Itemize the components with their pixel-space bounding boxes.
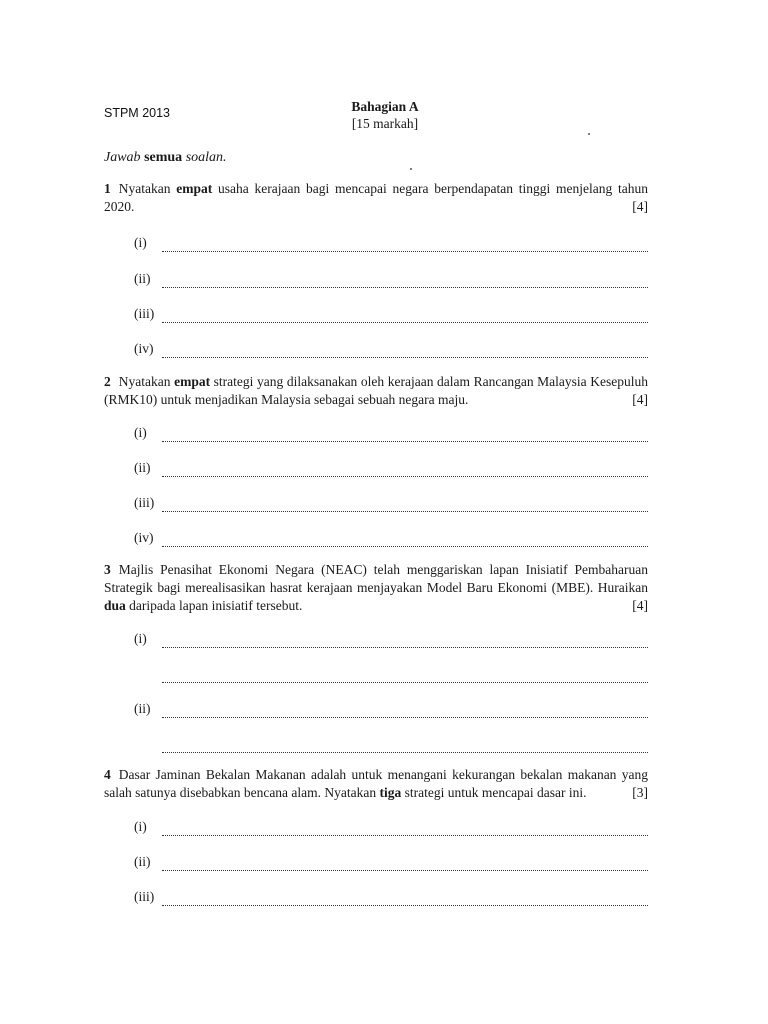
answer-label: (iii) [134,306,155,321]
question-number: 3 [104,562,111,577]
answer-line[interactable] [134,340,648,358]
section-heading [330,98,440,132]
answer-label: (ii) [134,701,151,716]
question-2 [104,373,648,409]
question-marks: [4] [632,199,648,214]
answer-dots [162,671,648,683]
answer-label: (i) [134,235,147,250]
answer-dots [162,859,648,871]
exam-code: STPM 2013 [104,106,171,120]
answer-line[interactable] [134,888,648,906]
answer-line[interactable] [134,529,648,547]
question-text-part: usaha kerajaan bagi mencapai negara berpendapatan tinggi menjelang tahun 2020. [104,181,648,214]
answer-line[interactable] [134,305,648,323]
answer-dots [162,430,648,442]
answer-dots [162,741,648,753]
answer-line-continuation[interactable] [160,665,648,683]
question-1 [104,180,648,216]
question-text-part: Majlis Penasihat Ekonomi Negara (NEAC) telah menggariskan lapan Inisiatif Pembaharuan Strategik bagi merealisasikan hasrat kerajaan menjayakan Model Baru Ekonomi (MBE). Huraikan [104,562,648,595]
answer-label: (i) [134,819,147,834]
answer-line[interactable] [134,459,648,477]
answer-line[interactable] [134,818,648,836]
answer-line[interactable] [134,424,648,442]
answer-label: (iii) [134,495,155,510]
question-text-emphasis: tiga [379,785,402,800]
scan-speck [410,168,412,170]
answer-line[interactable] [134,853,648,871]
answer-label: (ii) [134,460,151,475]
question-marks: [3] [632,785,648,800]
question-marks: [4] [632,392,648,407]
question-text-part: Dasar Jaminan Bekalan Makanan adalah untuk menangani kekurangan bekalan makanan yang salah satunya disebabkan bencana alam. Nyatakan [104,767,648,800]
instruction-pre: Jawab [104,150,141,165]
scan-speck [588,133,590,135]
answer-dots [162,311,648,323]
answer-line[interactable] [134,630,648,648]
question-text-part: Nyatakan [118,374,175,389]
answer-line[interactable] [134,270,648,288]
answer-dots [162,346,648,358]
answer-dots [162,636,648,648]
question-text [104,766,648,802]
question-number: 4 [104,767,111,782]
answer-line[interactable] [134,234,648,252]
answer-line[interactable] [134,494,648,512]
question-text-emphasis: empat [176,181,213,196]
question-3 [104,561,648,615]
instruction-bold: semua [144,150,183,165]
instruction [104,150,227,166]
question-text-emphasis: empat [174,374,211,389]
answer-label: (ii) [134,271,151,286]
answer-dots [162,276,648,288]
question-text-part: strategi untuk mencapai dasar ini. [401,785,587,800]
answer-label: (ii) [134,854,151,869]
answer-dots [162,894,648,906]
answer-line[interactable] [134,700,648,718]
question-4 [104,766,648,802]
answer-label: (iv) [134,530,154,545]
answer-label: (i) [134,425,147,440]
answer-dots [162,824,648,836]
instruction-post: soalan. [185,150,227,165]
question-text [104,561,648,615]
question-text-part: Nyatakan [118,181,177,196]
answer-dots [162,240,648,252]
question-number: 1 [104,181,111,196]
answer-dots [162,535,648,547]
answer-dots [162,500,648,512]
question-text-part: strategi yang dilaksanakan oleh kerajaan dalam Rancangan Malaysia Kesepuluh (RMK10) untuk menjadikan Malaysia sebagai sebuah negara maju. [104,374,648,407]
question-number: 2 [104,374,111,389]
question-text-part: daripada lapan inisiatif tersebut. [125,598,303,613]
section-title: Bahagian A [351,99,419,114]
question-marks: [4] [632,598,648,613]
question-text [104,180,648,216]
answer-line-continuation[interactable] [160,735,648,753]
answer-dots [162,465,648,477]
answer-dots [162,706,648,718]
question-text-emphasis: dua [104,598,126,613]
answer-label: (iii) [134,889,155,904]
answer-label: (iv) [134,341,154,356]
section-marks: [15 markah] [351,116,419,131]
question-text [104,373,648,409]
answer-label: (i) [134,631,147,646]
